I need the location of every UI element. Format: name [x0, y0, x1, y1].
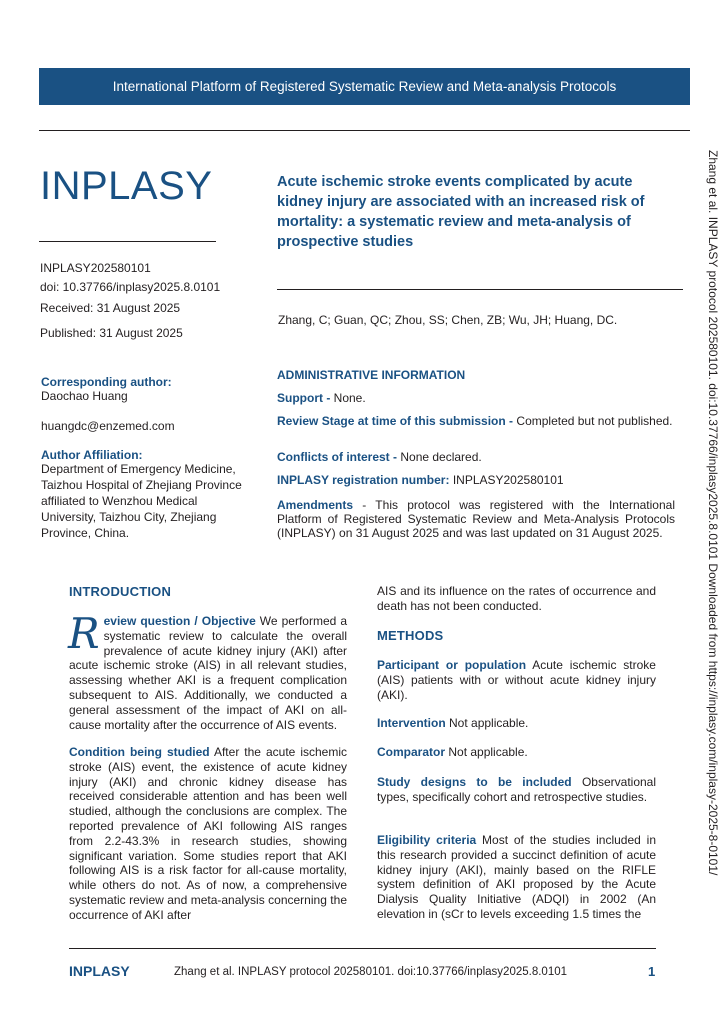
article-title: Acute ischemic stroke events complicated by acute kidney injury are associated with an increased risk of mortality: a systematic review and meta-analysis of prospective studies — [277, 174, 645, 250]
methods-heading: METHODS — [377, 628, 444, 643]
footer-citation: Zhang et al. INPLASY protocol 202580101. doi:10.37766/inplasy2025.8.0101 — [174, 966, 568, 978]
condition-text: After the acute ischemic stroke (AIS) event, the existence of acute kidney injury (AKI) and chronic kidney disease has received considerable attention and has been well studied, although the conclusions are complex. The reported prevalence of AKI following AIS ranges from 2.2-43.3% in research studies, showing significant variation. Some studies report that AKI following AIS is a risk factor for all-cause mortality, while others do not. As of now, a comprehensive systematic review and meta-analysis concerning the occurrence of AKI after — [69, 745, 347, 922]
population-paragraph — [377, 658, 656, 702]
drop-cap: R — [68, 609, 100, 658]
received-date: Received: 31 August 2025 — [40, 301, 181, 315]
review-stage-value: Completed but not published. — [513, 414, 673, 428]
amendments-label: Amendments — [277, 498, 354, 512]
eligibility-paragraph — [377, 833, 656, 922]
admin-info-heading: ADMINISTRATIVE INFORMATION — [277, 368, 466, 382]
top-divider — [39, 130, 690, 131]
review-question-label: eview question / Objective — [103, 614, 256, 628]
footer-brand: INPLASY — [69, 963, 130, 979]
amendments-value: - This protocol was registered with the International Platform of Registered Systematic Review and Meta-Analysis Protocols (INPLASY) on 31 August 2025 and was last updated on 31 August 2025. — [277, 498, 675, 540]
introduction-continuation: AIS and its influence on the rates of occurrence and death has not been conducted. — [377, 584, 656, 613]
population-label: Participant or population — [377, 658, 527, 672]
conflicts-item — [277, 450, 675, 464]
page-number: 1 — [648, 964, 656, 979]
footer-divider — [69, 948, 656, 949]
amendments-item — [277, 498, 675, 540]
support-label: Support - — [277, 391, 331, 405]
review-question-paragraph — [68, 609, 348, 732]
registration-number-item — [277, 473, 675, 487]
study-design-text: Observational types, specifically cohort and retrospective studies. — [377, 775, 657, 804]
study-design-paragraph — [377, 775, 656, 805]
journal-banner — [39, 68, 690, 105]
eligibility-text: Most of the studies included in this research provided a succinct definition of acute kidney injury (AKI), mainly based on the RIFLE system definition of AKI proposed by the Acute Dialysis Quality Initiative (ADQI) in 2002 (An elevation in (sCr to levels exceeding 1.5 times the — [377, 833, 656, 921]
condition-paragraph — [69, 745, 347, 923]
support-item — [277, 391, 675, 405]
affiliation-text: Department of Emergency Medicine, Taizhou Hospital of Zhejiang Province affiliated to Wenzhou Medical University, Taizhou City, Zhejiang Province, China. — [41, 462, 242, 540]
vertical-download-notice: Zhang et al. INPLASY protocol 202580101. doi:10.37766/inplasy2025.8.0101 Downloaded from https://inplasy.com/inplasy-2025-8-0101/ — [706, 150, 720, 876]
introduction-heading: INTRODUCTION — [69, 584, 172, 599]
intervention-label: Intervention — [377, 716, 446, 730]
banner-text: International Platform of Registered Systematic Review and Meta-analysis Protocols — [112, 79, 617, 94]
published-date: Published: 31 August 2025 — [40, 326, 183, 340]
registration-number-value: INPLASY202580101 — [449, 473, 564, 487]
intervention-text: Not applicable. — [445, 716, 529, 730]
eligibility-label: Eligibility criteria — [377, 833, 477, 847]
conflicts-label: Conflicts of interest - — [277, 450, 398, 464]
review-question-text: We performed a systematic review to calculate the overall prevalence of acute kidney injury (AKI) after acute ischemic stroke (AIS) in all relevant studies, assessing whether AKI is a frequent complication subsequent to AIS. Additionally, we conducted a general assessment of the impact of AKI on all-cause mortality after the occurrence of AIS events. — [69, 614, 348, 732]
review-stage-item — [277, 414, 675, 428]
doi-text[interactable]: doi: 10.37766/inplasy2025.8.0101 — [40, 280, 221, 294]
condition-label: Condition being studied — [69, 745, 210, 759]
corresponding-author-label: Corresponding author: — [41, 375, 172, 389]
registration-number-label: INPLASY registration number: — [277, 473, 450, 487]
study-design-label: Study designs to be included — [377, 775, 572, 789]
support-value: None. — [330, 391, 366, 405]
registration-id: INPLASY202580101 — [40, 261, 151, 275]
author-list: Zhang, C; Guan, QC; Zhou, SS; Chen, ZB; Wu, JH; Huang, DC. — [278, 313, 618, 327]
inplasy-logo: INPLASY — [40, 164, 213, 208]
title-divider — [277, 289, 683, 290]
comparator-label: Comparator — [377, 745, 446, 759]
corresponding-author-email[interactable]: huangdc@enzemed.com — [41, 419, 175, 433]
comparator-paragraph — [377, 745, 656, 760]
affiliation-label: Author Affiliation: — [41, 448, 143, 462]
comparator-text: Not applicable. — [445, 745, 528, 759]
intervention-paragraph — [377, 716, 656, 731]
corresponding-author-name: Daochao Huang — [41, 389, 128, 403]
population-text: Acute ischemic stroke (AIS) patients with or without acute kidney injury (AKI). — [377, 658, 656, 702]
brand-divider — [39, 241, 216, 242]
review-stage-label: Review Stage at time of this submission - — [277, 414, 514, 428]
conflicts-value: None declared. — [397, 450, 482, 464]
